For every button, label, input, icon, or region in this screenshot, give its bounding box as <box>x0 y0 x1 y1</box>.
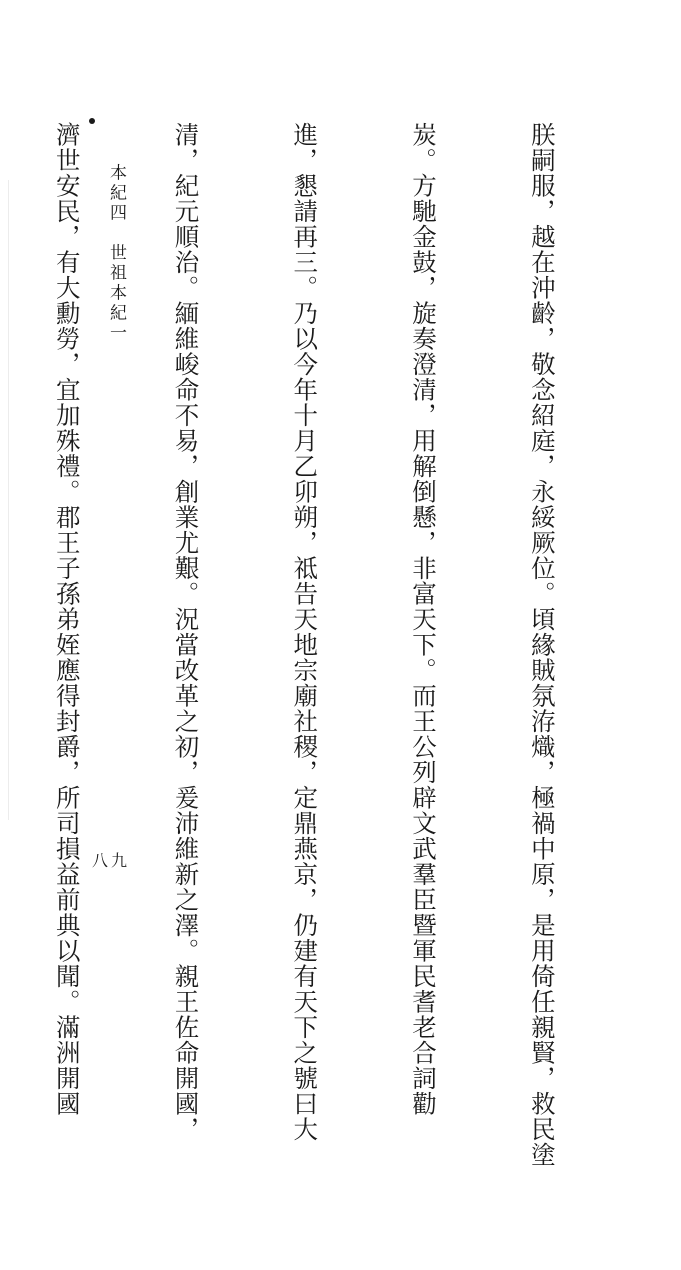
running-header <box>84 130 169 344</box>
text-column-2: 炭。方馳金鼓，旋奏澄清，用解倒懸，非富天下。而王公列辟文武羣臣暨軍民耆老合詞勸 <box>409 122 439 1117</box>
text-column-4: 清，紀元順治。緬維峻命不易，創業尤艱。況當改革之初，爰沛維新之澤。親王佐命開國， <box>171 122 201 1142</box>
text-column-1: 朕嗣服，越在沖齡，敬念紹庭，永綏厥位。頃緣賊氛洊熾，極禍中原，是用倚任親賢，救民塗 <box>527 122 557 1168</box>
running-header-text: 本紀四 世祖本紀一 <box>106 163 126 344</box>
folio-dot <box>89 118 95 124</box>
page-number: 八九 <box>92 851 131 870</box>
text-column-3: 進，懇請再三。乃以今年十月乙卯朔，祗告天地宗廟社稷，定鼎燕京，仍建有天下之號曰大 <box>290 122 320 1142</box>
text-column-5: 濟世安民，有大勳勞，宜加殊禮。郡王子孫弟姪應得封爵，所司損益前典以聞。滿洲開國 <box>52 122 82 1117</box>
